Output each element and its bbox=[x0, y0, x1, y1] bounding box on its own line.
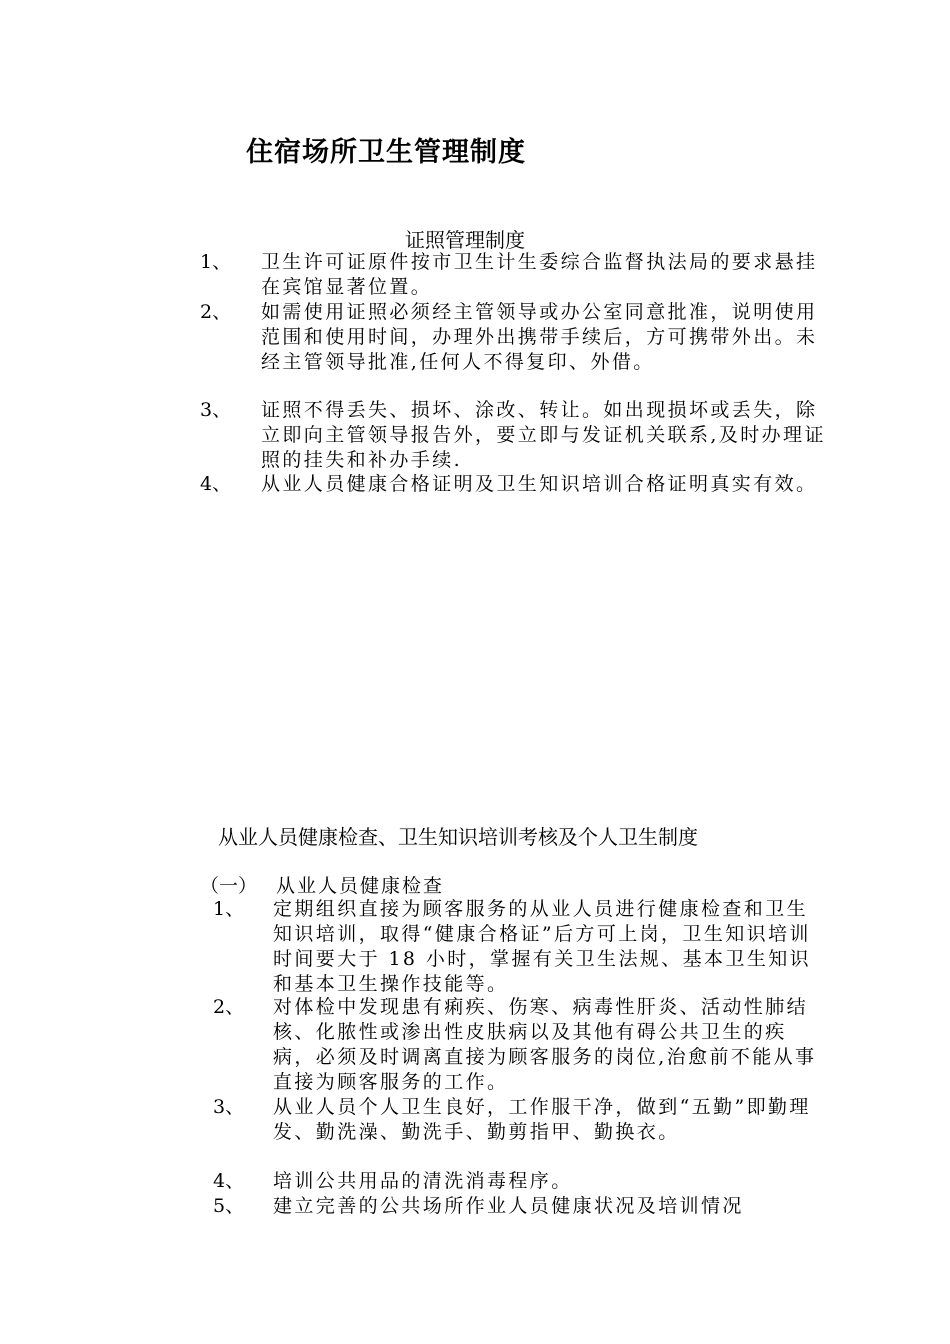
list-item bbox=[200, 472, 830, 497]
list-item bbox=[200, 300, 830, 375]
list-item-text: 对体检中发现患有痢疾、伤寒、病毒性肝炎、活动性肺结核、化脓性或渗出性皮肤病以及其他有碍公共卫生的疾病，必须及时调离直接为顾客服务的岗位,治愈前不能从事直接为顾客服务的工作。 bbox=[273, 996, 817, 1093]
list-item-number: 5、 bbox=[213, 1195, 245, 1217]
list-item-number: 1、 bbox=[213, 898, 245, 920]
list-item-number: 4、 bbox=[200, 473, 232, 495]
list-item-text: 从业人员健康合格证明及卫生知识培训合格证明真实有效。 bbox=[261, 473, 818, 495]
list-item-text: 培训公共用品的清洗消毒程序。 bbox=[273, 1170, 573, 1192]
list-item-text: 卫生许可证原件按市卫生计生委综合监督执法局的要求悬挂在宾馆显著位置。 bbox=[261, 251, 818, 298]
list-item-number: 2、 bbox=[200, 301, 232, 323]
list-item bbox=[213, 897, 823, 997]
list-item-text: 建立完善的公共场所作业人员健康状况及培训情况 bbox=[273, 1195, 744, 1217]
list-item-number: 2、 bbox=[213, 996, 245, 1018]
section-title-health-training: 从业人员健康检查、卫生知识培训考核及个人卫生制度 bbox=[218, 825, 698, 849]
section-title-license-management: 证照管理制度 bbox=[405, 228, 525, 252]
list-item-text: 定期组织直接为顾客服务的从业人员进行健康检查和卫生知识培训，取得“健康合格证”后方可上岗，卫生知识培训时间要大于 18 小时，掌握有关卫生法规、基本卫生知识和基本卫生操作技能等。 bbox=[273, 898, 812, 995]
list-item-text: 证照不得丢失、损坏、涂改、转让。如出现损坏或丢失，除立即向主管领导报告外，要立即与发证机关联系,及时办理证照的挂失和补办手续. bbox=[261, 399, 826, 471]
list-item bbox=[213, 1194, 823, 1219]
list-item-text: 如需使用证照必须经主管领导或办公室同意批准，说明使用范围和使用时间，办理外出携带手续后，方可携带外出。未经主管领导批准,任何人不得复印、外借。 bbox=[261, 301, 818, 373]
subheading bbox=[200, 871, 444, 898]
subheading-number: （一） bbox=[200, 875, 258, 897]
list-item-number: 3、 bbox=[213, 1096, 245, 1118]
list-item-number: 1、 bbox=[200, 251, 232, 273]
list-item bbox=[213, 995, 823, 1095]
list-item bbox=[200, 250, 830, 300]
subheading-text: 从业人员健康检查 bbox=[276, 875, 445, 897]
list-item-text: 从业人员个人卫生良好，工作服干净，做到“五勤”即勤理发、勤洗澡、勤洗手、勤剪指甲、勤换衣。 bbox=[273, 1096, 811, 1143]
document-title: 住宿场所卫生管理制度 bbox=[246, 137, 526, 168]
list-item bbox=[200, 398, 830, 473]
list-item bbox=[213, 1095, 823, 1145]
list-item bbox=[213, 1169, 823, 1194]
list-item-number: 3、 bbox=[200, 399, 232, 421]
list-item-number: 4、 bbox=[213, 1170, 245, 1192]
